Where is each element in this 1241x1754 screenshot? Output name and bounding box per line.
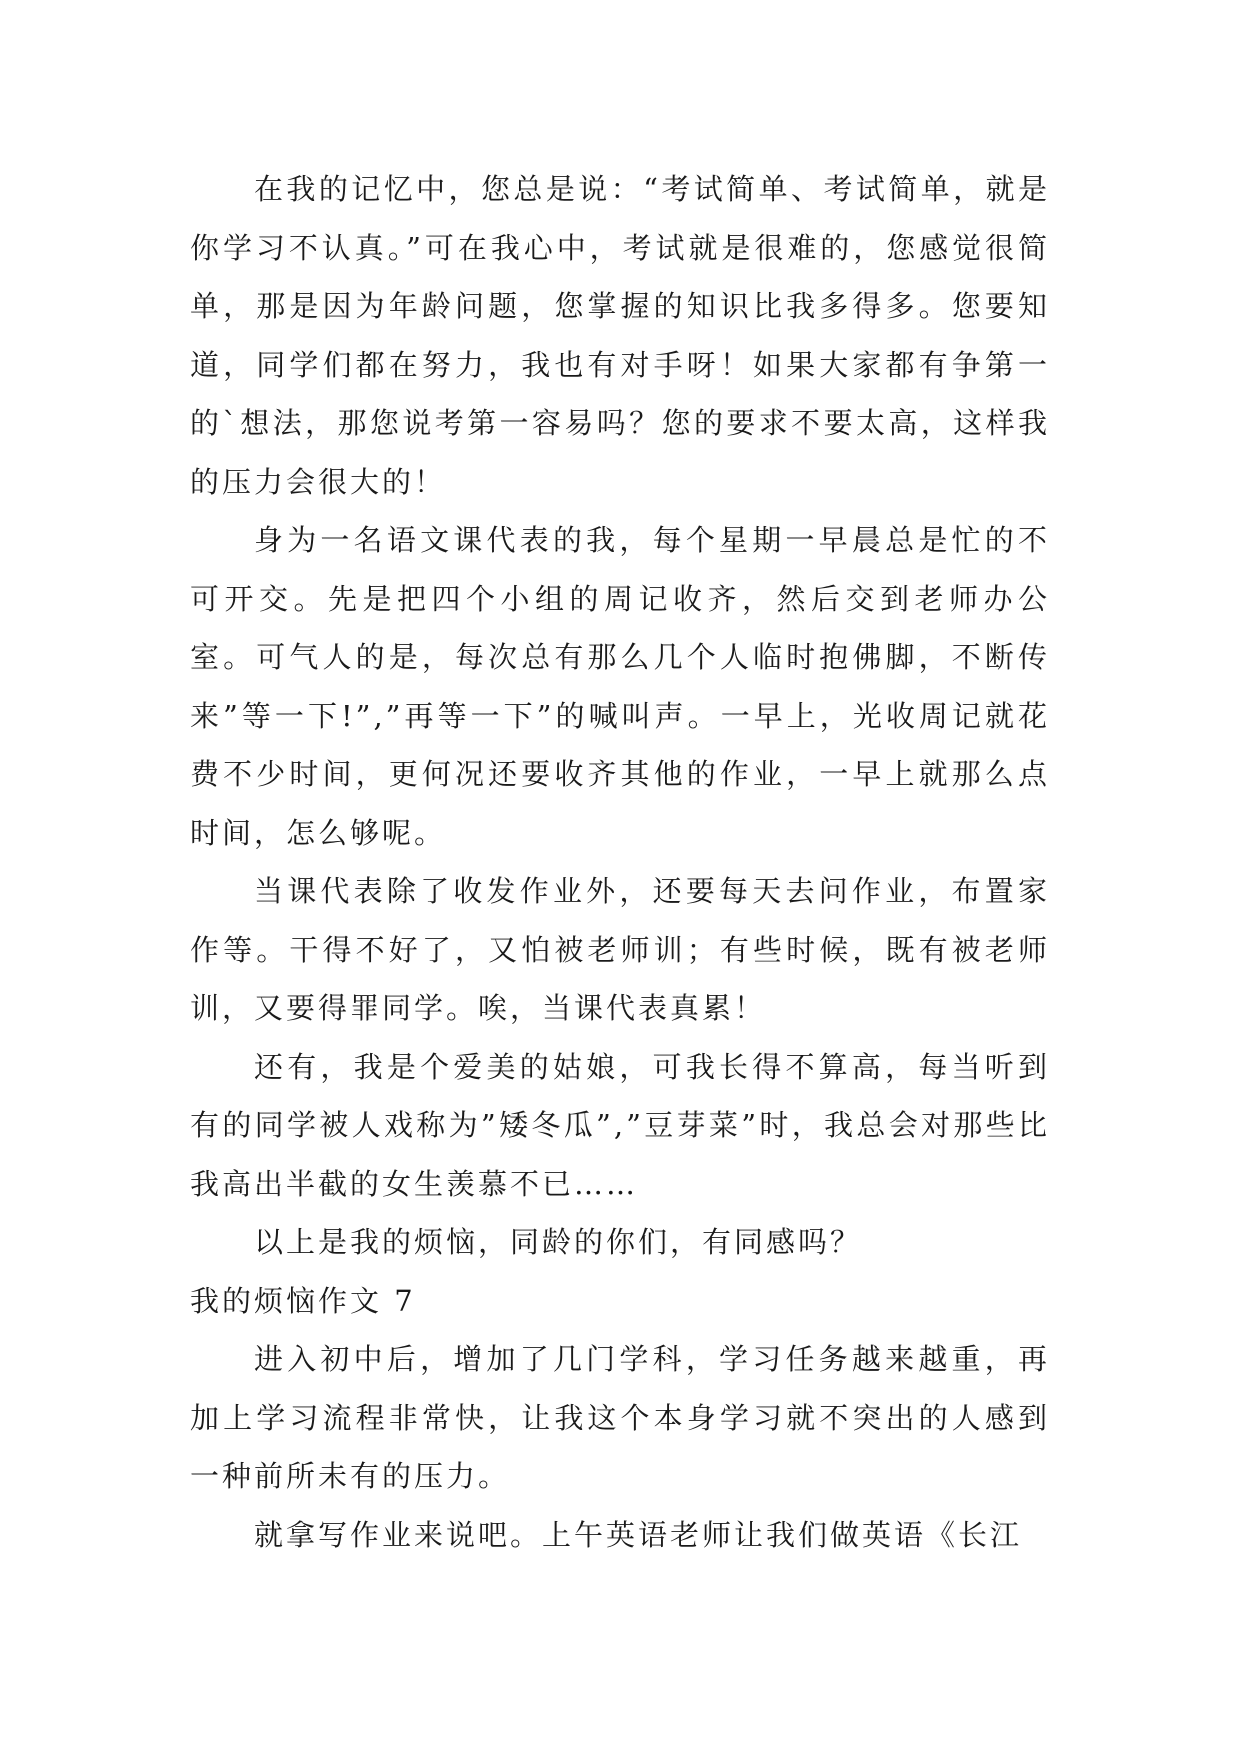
paragraph: 就拿写作业来说吧。上午英语老师让我们做英语《长江 [254, 1517, 1023, 1552]
section-heading: 我的烦恼作文 7 [190, 1283, 416, 1318]
paragraph: 进入初中后，增加了几门学科，学习任务越来越重，再加上学习流程非常快，让我这个本身学习就不突出的人感到一种前所未有的压力。 [190, 1342, 1050, 1493]
paragraph: 当课代表除了收发作业外，还要每天去问作业，布置家作等。干得不好了，又怕被老师训；有些时候，既有被老师训，又要得罪同学。唉，当课代表真累！ [190, 874, 1050, 1025]
paragraph: 身为一名语文课代表的我，每个星期一早晨总是忙的不可开交。先是把四个小组的周记收齐，然后交到老师办公室。可气人的是，每次总有那么几个人临时抱佛脚，不断传来”等一下!”,”再等一下”的喊叫声。一早上，光收周记就花费不少时间，更何况还要收齐其他的作业，一早上就那么点时间，怎么够呢。 [190, 523, 1050, 850]
paragraph: 还有，我是个爱美的姑娘，可我长得不算高，每当听到有的同学被人戏称为”矮冬瓜”,”豆芽菜”时，我总会对那些比我高出半截的女生羡慕不已…… [190, 1049, 1050, 1201]
document-body [190, 160, 1050, 1564]
paragraph: 在我的记忆中，您总是说：“考试简单、考试简单，就是你学习不认真。”可在我心中，考试就是很难的，您感觉很简单，那是因为年龄问题，您掌握的知识比我多得多。您要知道，同学们都在努力，我也有对手呀！如果大家都有争第一的`想法，那您说考第一容易吗？您的要求不要太高，这样我的压力会很大的！ [190, 172, 1050, 499]
paragraph: 以上是我的烦恼，同龄的你们，有同感吗？ [254, 1225, 863, 1259]
